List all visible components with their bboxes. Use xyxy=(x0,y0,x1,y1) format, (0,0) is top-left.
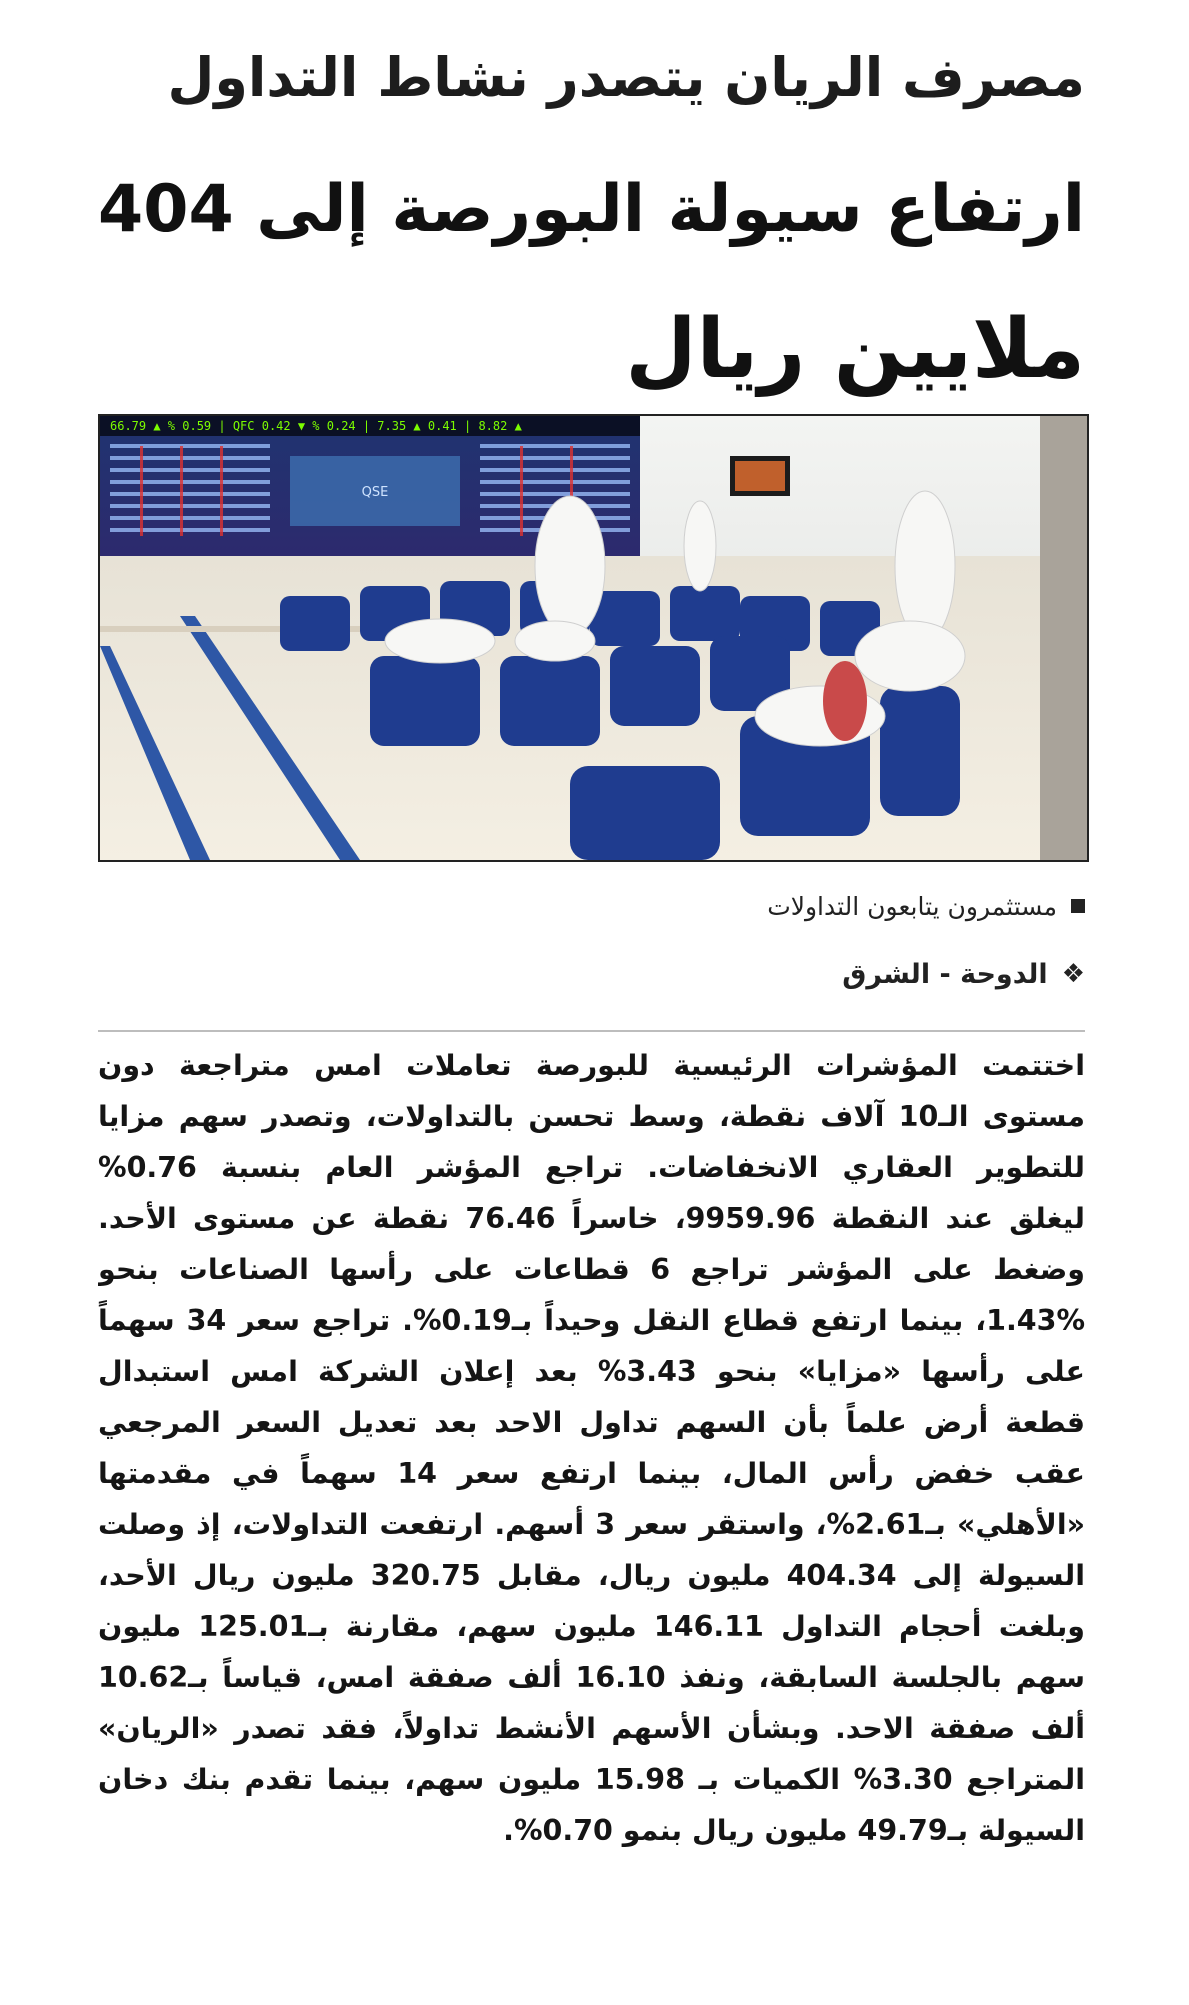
body-line: على رأسها «مزايا» بنحو 3.43% بعد إعلان الشركة امس استبدال xyxy=(98,1355,1085,1388)
body-line: «الأهلي» بـ2.61%، واستقر سعر 3 أسهم. ارتفعت التداولات، إذ وصلت xyxy=(98,1508,1085,1541)
dateline-text: الدوحة - الشرق xyxy=(842,958,1048,990)
body-line: وضغط على المؤشر تراجع 6 قطاعات على رأسها الصناعات بنحو xyxy=(98,1253,1085,1286)
headline-line-2: ملايين ريال xyxy=(625,302,1085,397)
body-line: ليغلق عند النقطة 9959.96، خاسراً 76.46 نقطة عن مستوى الأحد. xyxy=(98,1202,1085,1235)
body-line: سهم بالجلسة السابقة، ونفذ 16.10 ألف صفقة امس، قياساً بـ10.62 xyxy=(98,1661,1085,1694)
body-line: 1.43%، بينما ارتفع قطاع النقل وحيداً بـ0.19%. تراجع سعر 34 سهماً xyxy=(98,1304,1085,1337)
body-line: عقب خفض رأس المال، بينما ارتفع سعر 14 سهماً في مقدمتها xyxy=(98,1457,1085,1490)
body-line: مستوى الـ10 آلاف نقطة، وسط تحسن بالتداولات، وتصدر سهم مزايا xyxy=(98,1100,1085,1133)
body-line: السيولة بـ49.79 مليون ريال بنمو 0.70%. xyxy=(503,1814,1085,1847)
body-line: للتطوير العقاري الانخفاضات. تراجع المؤشر العام بنسبة 0.76% xyxy=(98,1151,1085,1184)
trading-hall-photo xyxy=(98,414,1089,862)
ornament-icon: ❖ xyxy=(1061,959,1085,989)
body-line: المتراجع 3.30% الكميات بـ 15.98 مليون سهم، بينما تقدم بنك دخان xyxy=(98,1763,1085,1796)
article-kicker: مصرف الريان يتصدر نشاط التداول xyxy=(167,46,1085,109)
body-line: وبلغت أحجام التداول 146.11 مليون سهم، مقارنة بـ125.01 مليون xyxy=(98,1610,1085,1643)
body-line: قطعة أرض علماً بأن السهم تداول الاحد بعد تعديل السعر المرجعي xyxy=(98,1406,1085,1439)
headline-line-1: ارتفاع سيولة البورصة إلى 404 xyxy=(97,172,1085,247)
photo-caption xyxy=(767,886,1085,926)
body-line: ألف صفقة الاحد. وبشأن الأسهم الأنشط تداولاً، فقد تصدر «الريان» xyxy=(98,1712,1085,1745)
dateline xyxy=(842,952,1085,996)
divider xyxy=(98,1030,1085,1032)
body-line: السيولة إلى 404.34 مليون ريال، مقابل 320.75 مليون ريال الأحد، xyxy=(98,1559,1085,1592)
article-headline xyxy=(85,140,1085,420)
ticker-text: 66.79 ▲ % 0.59 | QFC 0.42 ▼ % 0.24 | 7.35 ▲ 0.41 | 8.82 ▲ xyxy=(110,419,522,433)
article-body xyxy=(98,1040,1085,1856)
body-line: اختتمت المؤشرات الرئيسية للبورصة تعاملات امس متراجعة دون xyxy=(98,1049,1085,1082)
caption-text: مستثمرون يتابعون التداولات xyxy=(767,891,1057,921)
square-bullet-icon xyxy=(1071,899,1085,913)
svg-text:QSE: QSE xyxy=(361,485,389,500)
